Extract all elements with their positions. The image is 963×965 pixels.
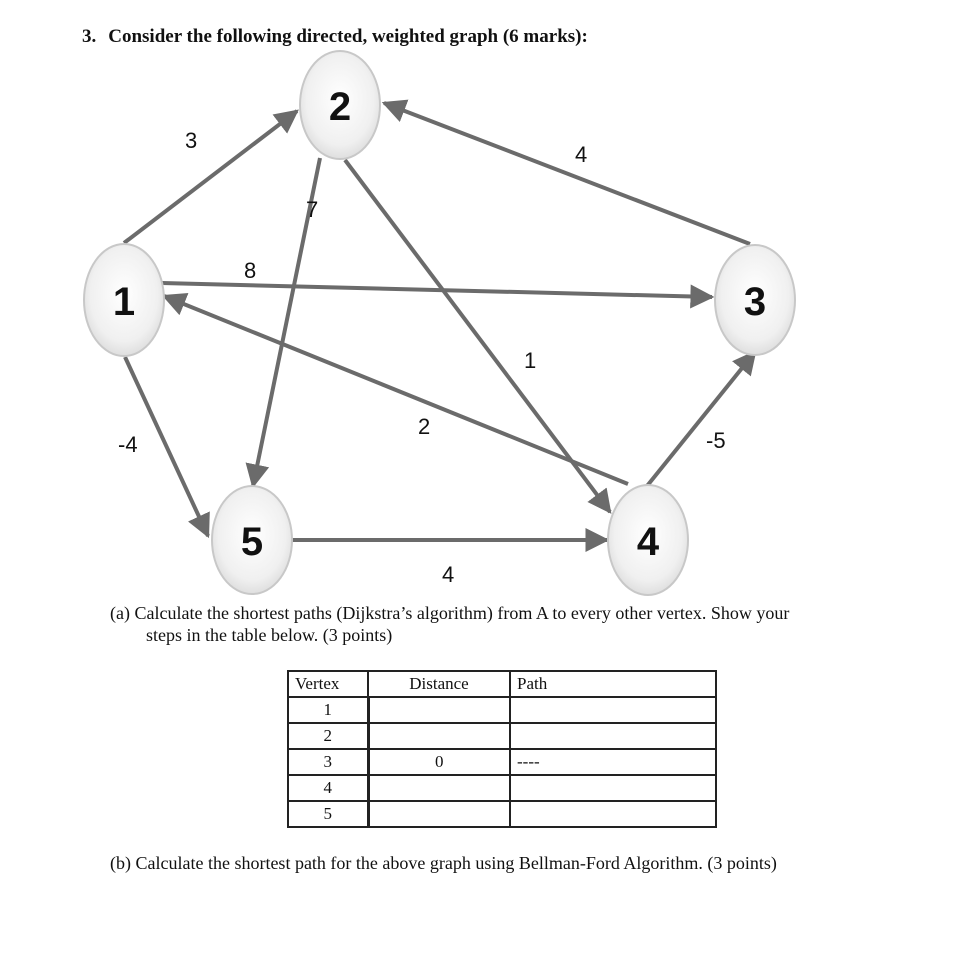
node-3-label: 3 xyxy=(743,280,767,324)
header-vertex: Vertex xyxy=(288,671,368,697)
table-row xyxy=(288,749,716,775)
weight-1-3: 8 xyxy=(244,258,257,283)
edge-1-2 xyxy=(124,111,297,243)
part-a-line2: steps in the table below. (3 points) xyxy=(146,625,393,645)
part-b-instructions: (b) Calculate the shortest path for the above graph using Bellman-Ford Algorithm. (3 points) xyxy=(110,853,777,873)
part-a-instructions xyxy=(110,602,960,646)
cell-vertex: 1 xyxy=(288,697,368,723)
weight-5-4: 4 xyxy=(442,562,455,587)
table-row xyxy=(288,775,716,801)
node-4 xyxy=(608,485,688,595)
cell-distance xyxy=(368,697,510,723)
node-1 xyxy=(84,244,164,356)
node-3 xyxy=(715,245,795,355)
header-distance: Distance xyxy=(368,671,510,697)
table-row xyxy=(288,697,716,723)
table-row xyxy=(288,723,716,749)
table-row xyxy=(288,801,716,827)
node-1-label: 1 xyxy=(112,280,136,324)
cell-distance xyxy=(368,723,510,749)
cell-path xyxy=(510,723,716,749)
dijkstra-table xyxy=(287,670,717,828)
node-4-label: 4 xyxy=(636,520,660,564)
cell-path xyxy=(510,801,716,827)
cell-path: ---- xyxy=(510,749,716,775)
cell-vertex: 2 xyxy=(288,723,368,749)
cell-path xyxy=(510,775,716,801)
weight-3-2: 4 xyxy=(575,142,588,167)
weight-1-5: -4 xyxy=(118,432,138,457)
node-5 xyxy=(212,486,292,594)
cell-path xyxy=(510,697,716,723)
weight-2-5: 7 xyxy=(306,197,319,222)
header-path: Path xyxy=(510,671,716,697)
cell-vertex: 3 xyxy=(288,749,368,775)
edge-4-3 xyxy=(647,352,755,486)
weight-4-1: 2 xyxy=(418,414,431,439)
cell-distance: 0 xyxy=(368,749,510,775)
cell-vertex: 4 xyxy=(288,775,368,801)
cell-distance xyxy=(368,775,510,801)
table-header-row xyxy=(288,671,716,697)
cell-distance xyxy=(368,801,510,827)
weight-1-2: 3 xyxy=(185,128,198,153)
node-2 xyxy=(300,51,380,159)
edge-3-2 xyxy=(384,103,750,244)
part-a-line1: (a) Calculate the shortest paths (Dijkstra’s algorithm) from A to every other vertex. Show your xyxy=(110,603,790,623)
weight-2-4: 1 xyxy=(524,348,537,373)
edge-4-1 xyxy=(164,296,628,484)
node-5-label: 5 xyxy=(240,520,264,564)
question-number: 3. xyxy=(82,26,97,47)
cell-vertex: 5 xyxy=(288,801,368,827)
question-text: Consider the following directed, weighted graph (6 marks): xyxy=(108,26,588,47)
node-2-label: 2 xyxy=(328,85,352,129)
weight-4-3: -5 xyxy=(706,428,726,453)
